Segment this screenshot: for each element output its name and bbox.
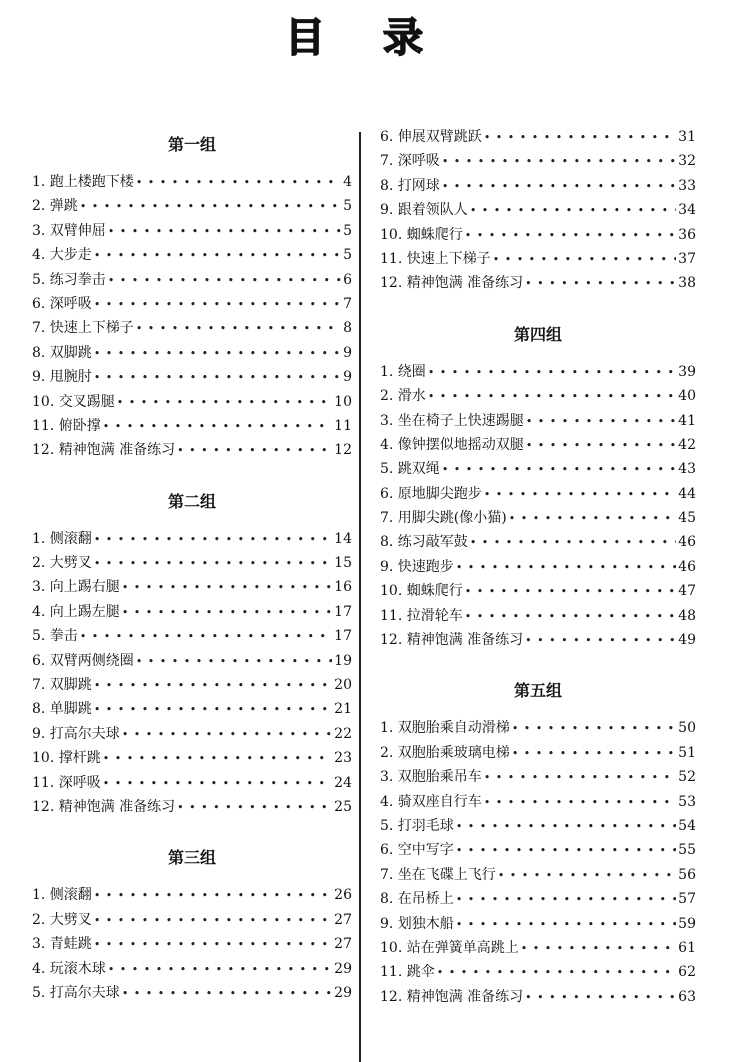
page-number: 12: [334, 442, 352, 459]
dot-leader: [122, 576, 332, 600]
toc-entry[interactable]: [32, 697, 352, 721]
entry-title: 6. 深呼吸: [32, 295, 92, 312]
dot-leader: [525, 272, 676, 296]
dot-leader: [456, 913, 676, 937]
entry-title: 12. 精神饱满 准备练习: [32, 442, 176, 459]
dot-leader: [94, 528, 332, 552]
toc-entry[interactable]: [380, 433, 696, 457]
toc-entry[interactable]: [380, 985, 696, 1009]
entry-title: 4. 玩滚木球: [32, 960, 106, 977]
entry-title: 4. 大步走: [32, 247, 92, 264]
page-number: 56: [678, 866, 696, 883]
toc-group: [32, 120, 352, 463]
entry-title: 1. 侧滚翻: [32, 887, 92, 904]
toc-entry[interactable]: [380, 198, 696, 222]
toc-entry[interactable]: [380, 457, 696, 481]
toc-entry[interactable]: [32, 575, 352, 599]
entry-title: 1. 绕圈: [380, 363, 426, 380]
toc-entry[interactable]: [380, 579, 696, 603]
page-number: 38: [678, 275, 696, 292]
dot-leader: [498, 864, 676, 888]
dot-leader: [122, 723, 332, 747]
entry-title: 2. 大劈叉: [32, 911, 92, 928]
page-number: 4: [343, 174, 352, 190]
page-number: 55: [678, 842, 696, 859]
dot-leader: [94, 366, 341, 390]
entry-title: 4. 向上踢左腿: [32, 603, 120, 620]
toc-entry[interactable]: [32, 438, 352, 462]
dot-leader: [465, 224, 676, 248]
page-number: 27: [334, 936, 352, 953]
toc-entry[interactable]: [380, 912, 696, 936]
page-number: 57: [678, 891, 696, 908]
entry-title: 4. 骑双座自行车: [380, 793, 482, 810]
entry-title: 2. 弹跳: [32, 198, 78, 215]
entry-title: 9. 快速跑步: [380, 558, 454, 575]
dot-leader: [525, 629, 676, 653]
entry-title: 1. 双胞胎乘自动滑梯: [380, 720, 510, 737]
entry-title: 5. 打高尔夫球: [32, 984, 120, 1001]
entry-title: 12. 精神饱满 准备练习: [32, 798, 176, 815]
dot-leader: [80, 625, 332, 649]
toc-entry[interactable]: [32, 414, 352, 438]
page-number: 9: [343, 369, 352, 386]
toc-entry[interactable]: [32, 624, 352, 648]
toc-entry[interactable]: [32, 600, 352, 624]
page-number: 34: [678, 202, 696, 219]
toc-entry[interactable]: [380, 530, 696, 554]
dot-leader: [484, 766, 676, 790]
toc-entry[interactable]: [380, 271, 696, 295]
page-number: 11: [334, 417, 352, 434]
dot-leader: [493, 248, 676, 272]
dot-leader: [94, 552, 332, 576]
toc-entry[interactable]: [380, 482, 696, 506]
dot-leader: [103, 747, 332, 771]
page-number: 25: [334, 798, 352, 815]
page-number: 29: [334, 984, 352, 1001]
dot-leader: [512, 742, 676, 766]
group-heading: 第四组: [513, 324, 562, 344]
entry-title: 11. 俯卧撑: [32, 417, 101, 434]
toc-entry[interactable]: [380, 814, 696, 838]
toc-entry[interactable]: [380, 628, 696, 652]
dot-leader: [122, 601, 332, 625]
page-number: 17: [334, 628, 352, 645]
dot-leader: [177, 796, 332, 820]
group-heading: 第五组: [513, 681, 562, 701]
entry-title: 7. 快速上下梯子: [32, 320, 134, 337]
dot-leader: [509, 507, 676, 531]
page-number: 46: [678, 558, 696, 575]
entry-title: 12. 精神饱满 准备练习: [380, 275, 524, 292]
toc-entry[interactable]: [32, 957, 352, 981]
toc-entry[interactable]: [32, 981, 352, 1005]
toc-entry[interactable]: [32, 883, 352, 907]
toc-entry[interactable]: [32, 908, 352, 932]
toc-entry[interactable]: [380, 716, 696, 740]
dot-leader: [94, 293, 341, 317]
toc-entry[interactable]: [380, 149, 696, 173]
entry-title: 3. 双臂伸屈: [32, 222, 106, 239]
page-number: 10: [334, 393, 352, 410]
dot-leader: [94, 909, 332, 933]
dot-leader: [122, 982, 332, 1006]
toc-entry[interactable]: [32, 194, 352, 218]
entry-title: 12. 精神饱满 准备练习: [380, 988, 524, 1005]
dot-leader: [456, 556, 676, 580]
page-number: 5: [343, 247, 352, 264]
page-number: 39: [678, 363, 696, 380]
toc-entry[interactable]: [380, 741, 696, 765]
dot-leader: [136, 317, 341, 341]
page-number: 5: [343, 222, 352, 239]
page-number: 29: [334, 960, 352, 977]
dot-leader: [117, 391, 332, 415]
dot-leader: [470, 199, 676, 223]
dot-leader: [484, 791, 676, 815]
page-number: 47: [678, 583, 696, 600]
entry-title: 3. 坐在椅子上快速踢腿: [380, 412, 524, 429]
dot-leader: [94, 884, 332, 908]
entry-title: 3. 双胞胎乘吊车: [380, 769, 482, 786]
entry-title: 6. 双臂两侧绕圈: [32, 652, 134, 669]
toc-entry[interactable]: [380, 838, 696, 862]
page-number: 36: [678, 226, 696, 243]
entry-title: 1. 跑上楼跑下楼: [32, 174, 134, 190]
entry-title: 5. 跳双绳: [380, 461, 440, 478]
toc-entry[interactable]: [32, 219, 352, 243]
entry-title: 6. 空中写字: [380, 842, 454, 859]
page-number: 17: [334, 603, 352, 620]
toc-entry[interactable]: [380, 960, 696, 984]
entry-title: 10. 撑杆跳: [32, 750, 101, 767]
entry-title: 11. 拉滑轮车: [380, 607, 463, 624]
page-number: 15: [334, 555, 352, 572]
dot-leader: [94, 342, 341, 366]
right-column: [380, 125, 696, 1023]
dot-leader: [94, 933, 332, 957]
page-number: 61: [678, 939, 696, 956]
entry-title: 8. 打网球: [380, 177, 440, 194]
dot-leader: [94, 244, 341, 268]
toc-entry[interactable]: [32, 292, 352, 316]
dot-leader: [465, 605, 676, 629]
toc-entry[interactable]: [380, 555, 696, 579]
page-number: 33: [678, 177, 696, 194]
page-number: 45: [678, 510, 696, 527]
entry-title: 6. 伸展双臂跳跃: [380, 129, 482, 145]
dot-leader: [103, 415, 332, 439]
page-number: 19: [334, 652, 352, 669]
entry-title: 7. 双脚跳: [32, 677, 92, 694]
entry-title: 7. 坐在飞碟上飞行: [380, 866, 496, 883]
toc-entry[interactable]: [32, 551, 352, 575]
toc-group: [380, 125, 696, 296]
page-number: 42: [678, 436, 696, 453]
page-number: 53: [678, 793, 696, 810]
toc-entry[interactable]: [32, 932, 352, 956]
page-number: 27: [334, 911, 352, 928]
toc-entry[interactable]: [380, 936, 696, 960]
entry-title: 12. 精神饱满 准备练习: [380, 632, 524, 649]
page-number: 54: [678, 817, 696, 834]
page-number: 6: [343, 271, 352, 288]
page-number: 7: [343, 295, 352, 312]
entry-title: 11. 跳伞: [380, 964, 435, 981]
dot-leader: [108, 220, 341, 244]
toc-entry[interactable]: [380, 174, 696, 198]
toc-group: [380, 310, 696, 653]
entry-title: 7. 深呼吸: [380, 153, 440, 170]
dot-leader: [94, 698, 332, 722]
page-title: 目 录: [285, 15, 445, 61]
page-number: 59: [678, 915, 696, 932]
toc-entry[interactable]: [32, 722, 352, 746]
entry-title: 6. 原地脚尖跑步: [380, 485, 482, 502]
page-number: 44: [678, 485, 696, 502]
toc-entry[interactable]: [380, 765, 696, 789]
page-number: 31: [678, 129, 696, 145]
toc-entry[interactable]: [32, 341, 352, 365]
toc-entry[interactable]: [32, 390, 352, 414]
dot-leader: [525, 986, 676, 1010]
toc-entry[interactable]: [32, 170, 352, 194]
entry-title: 9. 甩腕肘: [32, 369, 92, 386]
entry-title: 5. 练习拳击: [32, 271, 106, 288]
column-divider: [359, 132, 361, 1062]
page-number: 49: [678, 632, 696, 649]
toc-entry[interactable]: [380, 223, 696, 247]
toc-entry[interactable]: [380, 247, 696, 271]
page-number: 50: [678, 720, 696, 737]
toc-entry[interactable]: [380, 125, 696, 149]
dot-leader: [456, 815, 676, 839]
page-number: 62: [678, 964, 696, 981]
entry-title: 1. 侧滚翻: [32, 530, 92, 547]
entry-title: 9. 跟着领队人: [380, 202, 468, 219]
page-number: 46: [678, 534, 696, 551]
dot-leader: [136, 171, 341, 195]
dot-leader: [512, 717, 676, 741]
dot-leader: [521, 937, 676, 961]
toc-entry[interactable]: [380, 506, 696, 530]
dot-leader: [526, 434, 676, 458]
entry-title: 7. 用脚尖跳(像小猫): [380, 510, 507, 527]
dot-leader: [437, 961, 676, 985]
page-number: 40: [678, 388, 696, 405]
entry-title: 2. 滑水: [380, 388, 426, 405]
page-number: 37: [678, 250, 696, 267]
page-number: 21: [334, 701, 352, 718]
toc-entry[interactable]: [32, 771, 352, 795]
toc-entry[interactable]: [32, 673, 352, 697]
entry-title: 9. 打高尔夫球: [32, 725, 120, 742]
group-heading: 第一组: [167, 135, 216, 154]
entry-title: 10. 蜘蛛爬行: [380, 583, 463, 600]
toc-group: [380, 666, 696, 1009]
toc-entry[interactable]: [380, 790, 696, 814]
page-number: 48: [678, 607, 696, 624]
entry-title: 10. 交叉踢腿: [32, 393, 115, 410]
page-number: 20: [334, 677, 352, 694]
entry-title: 8. 双脚跳: [32, 344, 92, 361]
dot-leader: [456, 888, 676, 912]
page-number: 23: [334, 750, 352, 767]
dot-leader: [484, 483, 676, 507]
toc-entry[interactable]: [32, 649, 352, 673]
dot-leader: [465, 580, 676, 604]
toc-entry[interactable]: [32, 527, 352, 551]
dot-leader: [177, 439, 332, 463]
toc-entry[interactable]: [32, 316, 352, 340]
dot-leader: [80, 195, 341, 219]
toc-group: [32, 833, 352, 1005]
group-heading: 第三组: [167, 848, 216, 868]
toc-entry[interactable]: [32, 795, 352, 819]
left-column: [32, 120, 352, 1019]
dot-leader: [442, 458, 676, 482]
entry-title: 2. 大劈叉: [32, 555, 92, 572]
dot-leader: [108, 269, 341, 293]
dot-leader: [526, 410, 676, 434]
page-number: 22: [334, 725, 352, 742]
toc-entry[interactable]: [32, 268, 352, 292]
dot-leader: [103, 772, 332, 796]
dot-leader: [484, 126, 676, 150]
dot-leader: [442, 150, 676, 174]
page-number: 16: [334, 579, 352, 596]
entry-title: 5. 拳击: [32, 628, 78, 645]
page-number: 9: [343, 344, 352, 361]
page-number: 14: [334, 530, 352, 547]
dot-leader: [108, 958, 332, 982]
page-number: 24: [334, 774, 352, 791]
entry-title: 10. 站在弹簧单高跳上: [380, 939, 519, 956]
toc-entry[interactable]: [32, 243, 352, 267]
page-number: 26: [334, 887, 352, 904]
dot-leader: [456, 839, 676, 863]
page-number: 32: [678, 153, 696, 170]
page-number: 8: [343, 320, 352, 337]
page-number: 63: [678, 988, 696, 1005]
entry-title: 3. 向上踢右腿: [32, 579, 120, 596]
page-number: 52: [678, 769, 696, 786]
entry-title: 3. 青蛙跳: [32, 936, 92, 953]
toc-entry[interactable]: [380, 887, 696, 911]
entry-title: 11. 快速上下梯子: [380, 250, 491, 267]
toc-entry[interactable]: [380, 360, 696, 384]
entry-title: 8. 单脚跳: [32, 701, 92, 718]
entry-title: 5. 打羽毛球: [380, 817, 454, 834]
page-number: 51: [678, 744, 696, 761]
dot-leader: [94, 674, 332, 698]
toc-entry[interactable]: [380, 863, 696, 887]
entry-title: 8. 练习敲军鼓: [380, 534, 468, 551]
group-heading: 第二组: [167, 491, 216, 511]
page-number: 5: [343, 198, 352, 215]
toc-entry[interactable]: [380, 409, 696, 433]
entry-title: 10. 蜘蛛爬行: [380, 226, 463, 243]
toc-entry[interactable]: [380, 384, 696, 408]
dot-leader: [442, 175, 676, 199]
toc-entry[interactable]: [32, 365, 352, 389]
entry-title: 4. 像钟摆似地摇动双腿: [380, 436, 524, 453]
toc-group: [32, 477, 352, 820]
toc-entry[interactable]: [32, 746, 352, 770]
page-number: 43: [678, 461, 696, 478]
dot-leader: [428, 385, 676, 409]
entry-title: 2. 双胞胎乘玻璃电梯: [380, 744, 510, 761]
dot-leader: [136, 650, 332, 674]
toc-entry[interactable]: [380, 604, 696, 628]
entry-title: 9. 划独木船: [380, 915, 454, 932]
entry-title: 11. 深呼吸: [32, 774, 101, 791]
dot-leader: [470, 531, 676, 555]
entry-title: 8. 在吊桥上: [380, 891, 454, 908]
dot-leader: [428, 361, 676, 385]
page-number: 41: [678, 412, 696, 429]
